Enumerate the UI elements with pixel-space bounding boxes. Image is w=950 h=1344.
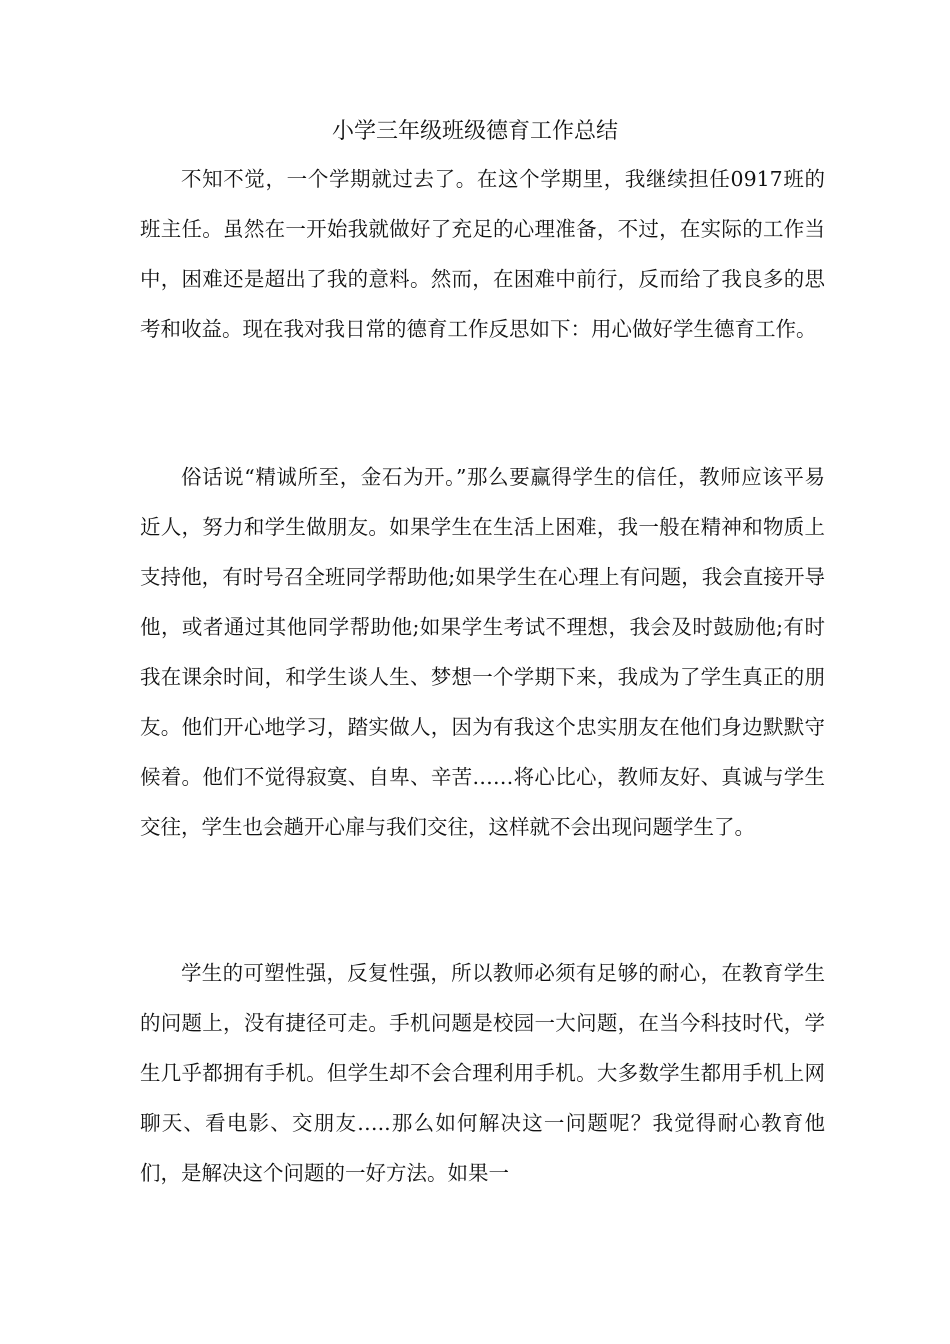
paragraph-2: 俗话说“精诚所至，金石为开。”那么要赢得学生的信任，教师应该平易近人，努力和学生做朋友。如果学生在生活上困难，我一般在精神和物质上支持他，有时号召全班同学帮助他;如果学生在心理上有问题，我会直接开导他，或者通过其他同学帮助他;如果学生考试不理想，我会及时鼓励他;有时我在课余时间，和学生谈人生、梦想一个学期下来，我成为了学生真正的朋友。他们开心地学习，踏实做人，因为有我这个忠实朋友在他们身边默默守候着。他们不觉得寂寞、自卑、辛苦……将心比心，教师友好、真诚与学生交往，学生也会趟开心扉与我们交往，这样就不会出现问题学生了。 — [140, 465, 825, 839]
paragraph-3: 学生的可塑性强，反复性强，所以教师必须有足够的耐心，在教育学生的问题上，没有捷径可走。手机问题是校园一大问题，在当今科技时代，学生几乎都拥有手机。但学生却不会合理利用手机。大多数学生都用手机上网聊天、看电影、交朋友…..那么如何解决这一问题呢？我觉得耐心教育他们，是解决这个问题的一好方法。如果一 — [140, 961, 825, 1185]
document-title: 小学三年级班级德育工作总结 — [331, 119, 618, 144]
paragraph-1: 不知不觉，一个学期就过去了。在这个学期里，我继续担任0917班的班主任。虽然在一开始我就做好了充足的心理准备，不过，在实际的工作当中，困难还是超出了我的意料。然而，在困难中前行，反而给了我良多的思考和收益。现在我对我日常的德育工作反思如下：用心做好学生德育工作。 — [140, 167, 825, 341]
